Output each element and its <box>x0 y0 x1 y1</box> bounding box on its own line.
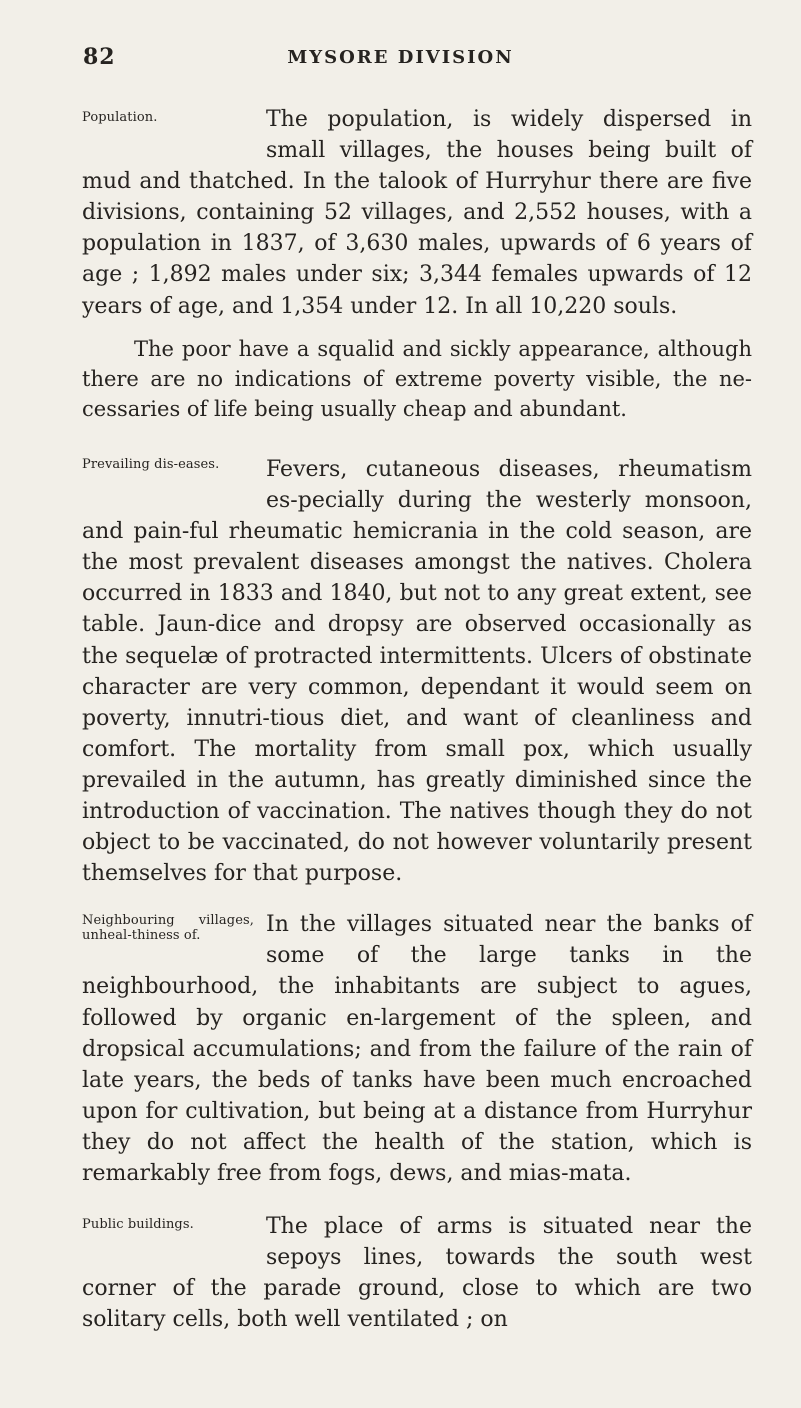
paragraph-text: Fevers, cutaneous diseases, rheumatism es-pecially during the westerly monsoon, and pain-ful rheumatic hemicrania in the cold season, are the most prevalent diseases amongst the natives. Cholera occurred in 1833 and 1840, but not to any great extent, see table. Jaun-dice and dropsy are observed occasionally as the sequelæ of protracted intermittents. Ulcers of obstinate character are very common, dependant it would seem on poverty, innutri-tious diet, and want of cleanliness and comfort. The mortality from small pox, which usually prevailed in the autumn, has greatly diminished since the introduction of vaccination. The natives though they do not object to be vaccinated, do not however voluntarily present themselves for that purpose. <box>82 456 752 887</box>
paragraph-text: The population, is widely dispersed in small villages, the houses being built of mud and thatched. In the talook of Hurryhur there are five divisions, containing 52 villages, and 2,552 houses, with a population in 1837, of 3,630 males, upwards of 6 years of age ; 1,892 males under six; 3,344 females upwards of 12 years of age, and 1,354 under 12. In all 10,220 souls. <box>82 107 752 319</box>
paragraph-diseases <box>82 454 752 889</box>
sidenote-prevailing-diseases: Prevailing dis-eases. <box>82 456 220 472</box>
paragraph-neighbouring-villages <box>82 909 752 1189</box>
page-number: 82 <box>83 44 116 70</box>
sidenote-public-buildings: Public buildings. <box>82 1217 194 1233</box>
paragraph-population <box>82 104 752 322</box>
running-title: MYSORE DIVISION <box>287 47 514 68</box>
paragraph-public-buildings <box>82 1211 752 1335</box>
paragraph-poverty <box>82 334 752 424</box>
sidenote-population: Population. <box>82 110 158 125</box>
sidenote-neighbouring-villages: Neighbouring villages, unheal-thiness of. <box>82 913 254 944</box>
paragraph-text: The place of arms is situated near the sepoys lines, towards the south west corner of the parade ground, close to which are two solitary cells, both well ventilated ; on <box>82 1214 752 1333</box>
page-body <box>82 104 752 1335</box>
page-header <box>0 44 801 84</box>
paragraph-text: In the villages situated near the banks of some of the large tanks in the neighbourhood, the inhabitants are subject to agues, followed by organic en-largement of the spleen, and dropsical accumulations; and from the failure of the rain of late years, the beds of tanks have been much encroached upon for cultivation, but being at a distance from Hurryhur they do not affect the health of the station, which is remarkably free from fogs, dews, and mias-mata. <box>82 912 752 1186</box>
paragraph-text: The poor have a squalid and sickly appearance, although there are no indications of extreme poverty visible, the ne-cessaries of life being usually cheap and abundant. <box>82 336 752 421</box>
